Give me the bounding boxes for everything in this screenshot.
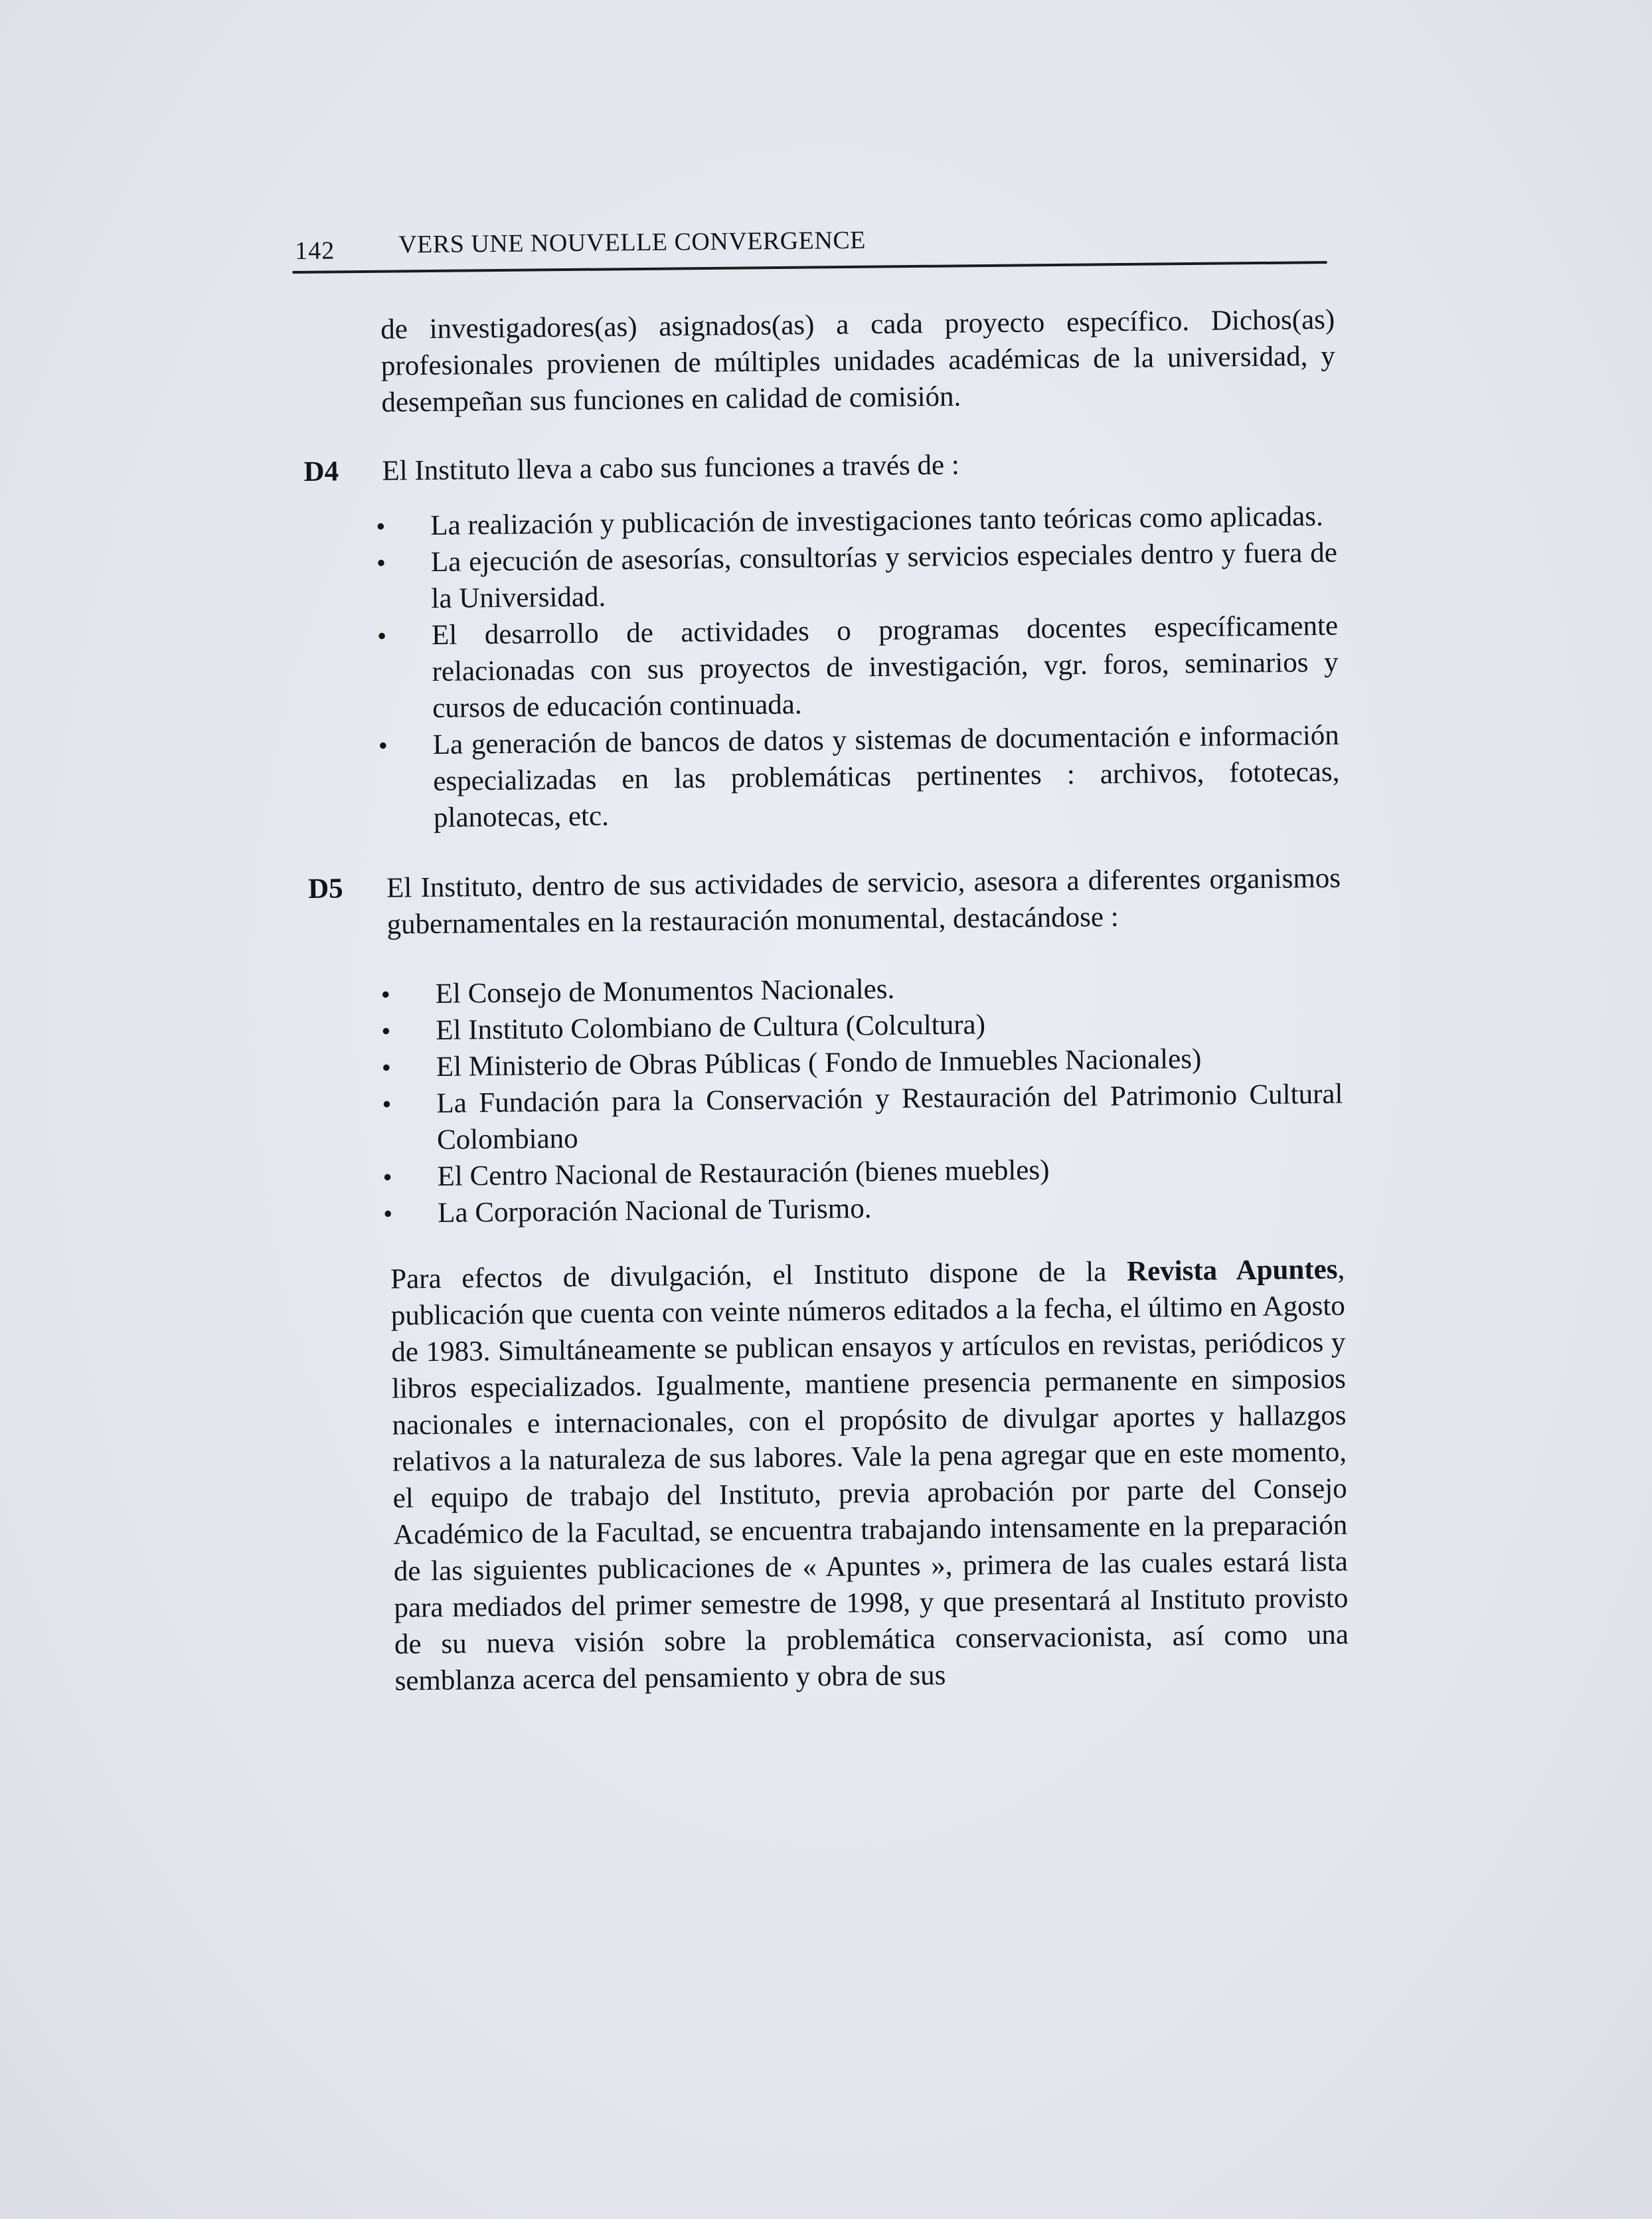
list-item: [310, 1076, 1343, 1160]
section-d5: [308, 860, 1345, 1233]
list-item: [305, 608, 1339, 728]
d5-bullet-list: [309, 966, 1344, 1233]
section-d4-text: El Instituto lleva a cabo sus funciones a través de :: [382, 449, 960, 487]
list-item-text: La Corporación Nacional de Turismo.: [437, 1193, 872, 1229]
body-text: [302, 302, 1349, 1700]
list-item-text: La Fundación para la Conservación y Restauración del Patrimonio Cultural Colombiano: [436, 1078, 1343, 1156]
bullet-icon: •: [382, 1198, 393, 1229]
list-item-text: El Consejo de Monumentos Nacionales.: [435, 973, 895, 1010]
journal-title: Revista Apuntes: [1126, 1253, 1338, 1288]
bullet-icon: •: [376, 511, 386, 541]
section-d5-text: El Instituto, dentro de sus actividades de servicio, asesora a diferentes organismos gubernamentales en la restauración monumental, destacándose :: [386, 862, 1341, 940]
list-item-text: El desarrollo de actividades o programas docentes específicamente relacionadas con sus proyectos de investigación, vgr. foros, seminarios y cursos de educación continuada.: [431, 610, 1339, 724]
list-item-text: La realización y publicación de investigaciones tanto teóricas como aplicadas.: [430, 500, 1323, 541]
bullet-icon: •: [381, 1052, 392, 1083]
bullet-icon: •: [381, 1016, 391, 1046]
page-number: 142: [295, 236, 335, 265]
list-item-text: El Instituto Colombiano de Cultura (Colcultura): [436, 1009, 986, 1046]
section-label-d5: D5: [307, 873, 343, 905]
list-item-text: El Centro Nacional de Restauración (bienes muebles): [437, 1154, 1050, 1192]
bullet-icon: •: [376, 620, 387, 651]
section-d4: [303, 443, 1340, 838]
bullet-icon: •: [378, 730, 388, 760]
list-item-text: La ejecución de asesorías, consultorías y servicios especiales dentro y fuera de la Universidad.: [430, 537, 1338, 614]
closing-text-rest: , publicación que cuenta con veinte números editados a la fecha, el último en Agosto de 1983. Simultáneamente se publican ensayos y artículos en revistas, periódicos y libros especializados. Igualmente, mantiene presencia permanente en simposios nacionales e internacionales, con el propósito de divulgar aportes y hallazgos relativos a la naturaleza de sus labores. Vale la pena agregar que en este momento, el equipo de trabajo del Instituto, previa aprobación por parte del Consejo Académico de la Facultad, se encuentra trabajando intensamente en la preparación de las siguientes publicaciones de « Apuntes », primera de las cuales estará lista para mediados del primer semestre de 1998, y que presentará al Instituto provisto de su nueva visión sobre la problemática conservacionista, así como una semblanza acerca del pensamiento y obra de sus: [390, 1253, 1349, 1697]
section-label-d4: D4: [303, 456, 339, 488]
intro-paragraph: de investigadores(as) asignados(as) a cada proyecto específico. Dichos(as) profesionales provienen de múltiples unidades académicas de la universidad, y desempeñan sus funciones en calidad de comisión.: [380, 304, 1336, 418]
closing-paragraph: [312, 1251, 1349, 1700]
bullet-icon: •: [380, 979, 391, 1010]
bullet-icon: •: [376, 547, 386, 578]
d4-bullet-list: [304, 498, 1340, 838]
closing-text-start: Para efectos de divulgación, el Instituto dispone de la: [390, 1256, 1127, 1295]
running-header: [292, 221, 1329, 278]
header-rule: [293, 261, 1327, 274]
list-item: [305, 535, 1338, 618]
list-item-text: El Ministerio de Obras Públicas ( Fondo de Inmuebles Nacionales): [436, 1043, 1202, 1083]
bullet-icon: •: [382, 1089, 392, 1119]
running-title: VERS UNE NOUVELLE CONVERGENCE: [398, 226, 867, 259]
list-item-text: La generación de bancos de datos y sistemas de documentación e información especializadas en las problemáticas pertinentes : archivos, fototecas, planotecas, etc.: [432, 719, 1340, 834]
bullet-icon: •: [382, 1162, 392, 1192]
list-item: [307, 717, 1341, 838]
